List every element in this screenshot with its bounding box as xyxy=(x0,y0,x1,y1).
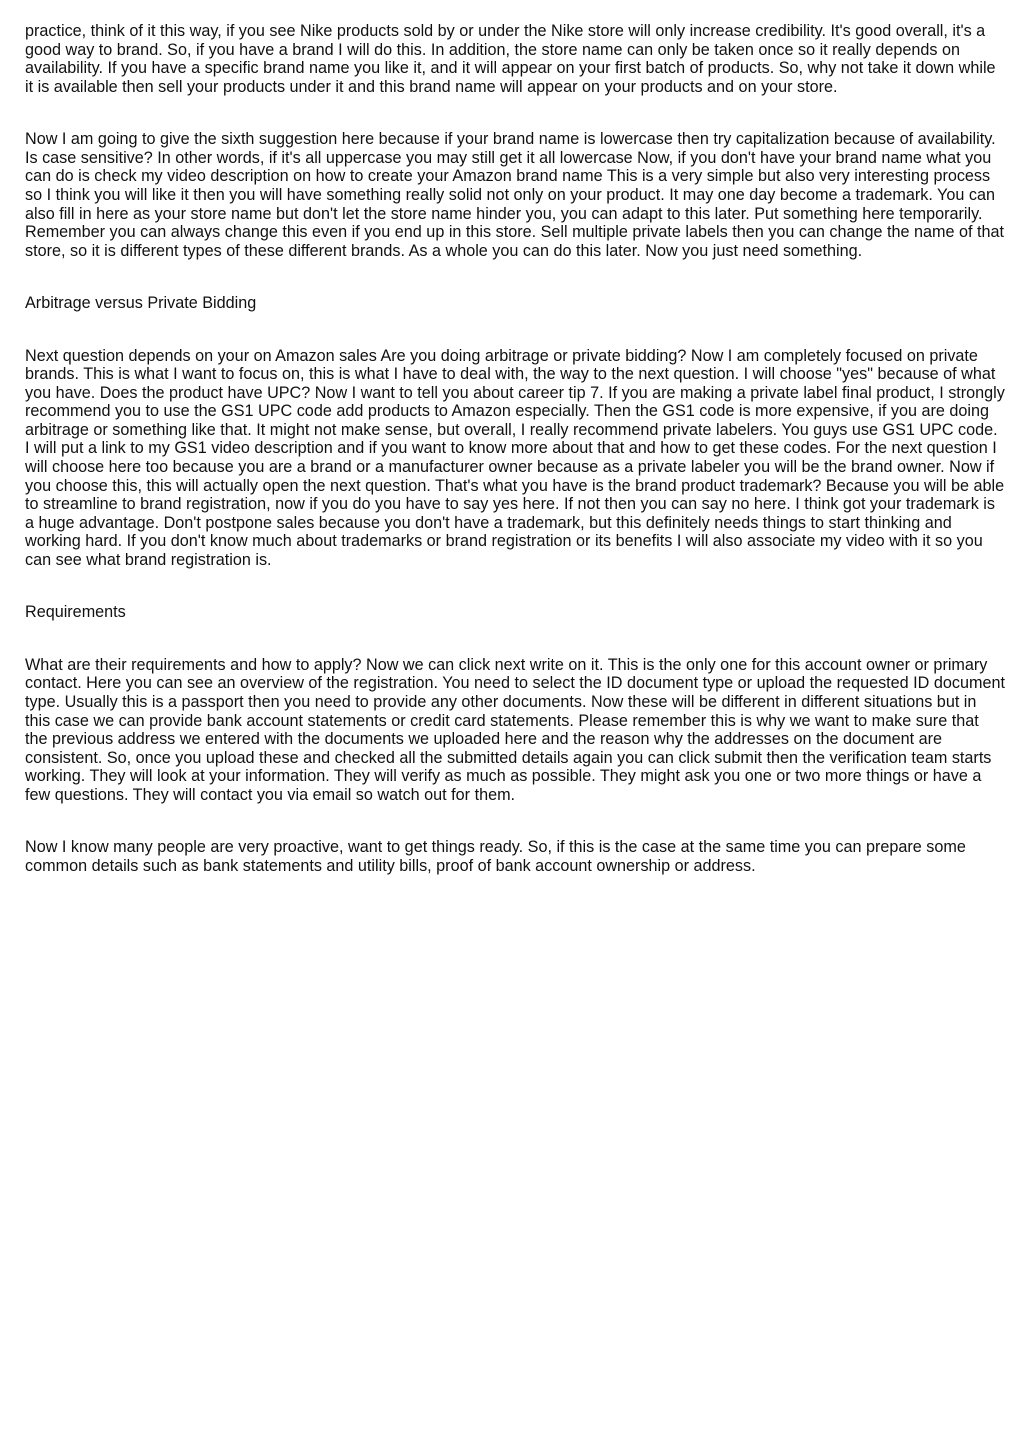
document-page xyxy=(25,22,1005,909)
paragraph-prepare-documents: Now I know many people are very proactive, want to get things ready. So, if this is the case at the same time you can prepare some common details such as bank statements and utility bills, proof of bank account ownership or address. xyxy=(25,838,966,875)
paragraph-brand-credibility: practice, think of it this way, if you see Nike products sold by or under the Nike store will only increase credibility. It's good overall, it's a good way to brand. So, if you have a brand I will do this. In addition, the store name can only be taken once so it really depends on availability. If you have a specific brand name you like it, and it will appear on your first batch of products. So, why not take it down while it is available then sell your products under it and this brand name will appear on your products and on your store. xyxy=(25,22,996,96)
heading-arbitrage-vs-private-bidding: Arbitrage versus Private Bidding xyxy=(25,294,257,313)
paragraph-arbitrage-private-labels: Next question depends on your on Amazon sales Are you doing arbitrage or private bidding? Now I am completely focused on private brands. This is what I want to focus on, this is what I have to deal with, the way to the next question. I will choose "yes" because of what you have. Does the product have UPC? Now I want to tell you about career tip 7. If you are making a private label final product, I strongly recommend you to use the GS1 UPC code add products to Amazon especially. Then the GS1 code is more expensive, if you are doing arbitrage or something like that. It might not make sense, but overall, I really recommend private labelers. You guys use GS1 UPC code. I will put a link to my GS1 video description and if you want to know more about that and how to get these codes. For the next question I will choose here too because you are a brand or a manufacturer owner because as a private labeler you will be the brand owner. Now if you choose this, this will actually open the next question. That's what you have is the brand product trademark? Because you will be able to streamline to brand registration, now if you do you have to say yes here. If not then you can say no here. I think got your trademark is a huge advantage. Don't postpone sales because you don't have a trademark, but this definitely needs things to start thinking and working hard. If you don't know much about trademarks or brand registration or its benefits I will also associate my video with it so you can see what brand registration is. xyxy=(25,346,1005,570)
paragraph-sixth-suggestion: Now I am going to give the sixth suggestion here because if your brand name is lowercase then try capitalization because of availability. Is case sensitive? In other words, if it's all uppercase you may still get it all lowercase Now, if you don't have your brand name what you can do is check my video description on how to create your Amazon brand name This is a very simple but also very interesting process so I think you will like it then you will have something really solid not only on your product. It may one day become a trademark. You can also fill in here as your store name but don't let the store name hinder you, you can adapt to this later. Put something here temporarily. Remember you can always change this even if you end up in this store. Sell multiple private labels then you can change the name of that store, so it is different types of these different brands. As a whole you can do this later. Now you just need something. xyxy=(25,130,1005,260)
paragraph-requirements: What are their requirements and how to apply? Now we can click next write on it. This is the only one for this account owner or primary contact. Here you can see an overview of the registration. You need to select the ID document type or upload the requested ID document type. Usually this is a passport then you need to provide any other documents. Now these will be different in different situations but in this case we can provide bank account statements or credit card statements. Please remember this is why we want to make sure that the previous address we entered with the documents we uploaded here and the reason why the addresses on the document are consistent. So, once you upload these and checked all the submitted details again you can click submit then the verification team starts working. They will look at your information. They will verify as much as possible. They might ask you one or two more things or have a few questions. They will contact you via email so watch out for them. xyxy=(25,655,1005,804)
heading-requirements: Requirements xyxy=(25,603,126,622)
